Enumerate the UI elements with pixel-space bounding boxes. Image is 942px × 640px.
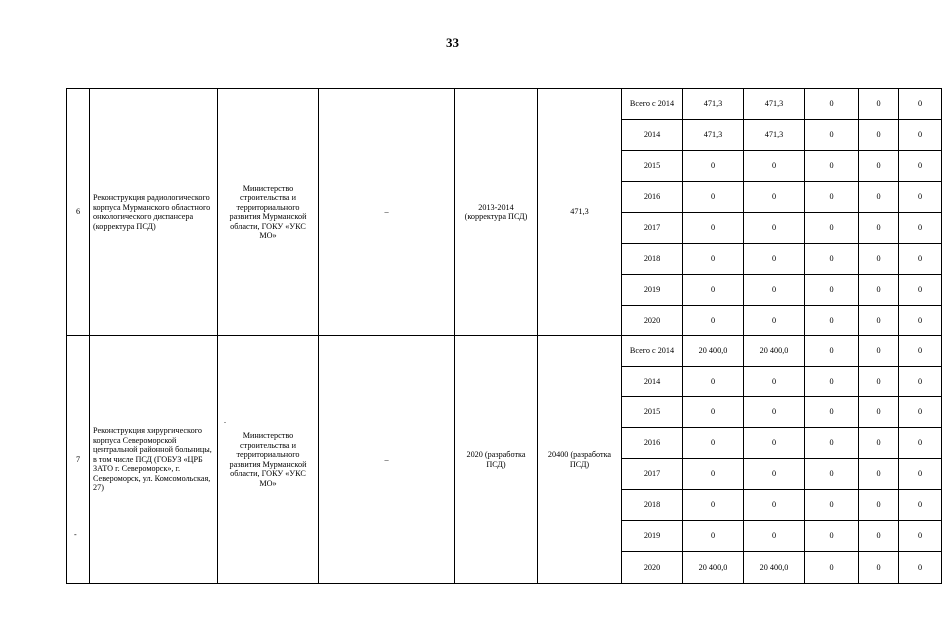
- value-cell: 0: [744, 459, 805, 490]
- value-cell: 0: [805, 336, 859, 367]
- value-cell: 0: [805, 552, 859, 584]
- value-cell: 471,3: [744, 89, 805, 120]
- value-cell: 0: [859, 428, 899, 459]
- year-cell: Всего с 2014: [622, 336, 683, 367]
- value-cell: 0: [859, 521, 899, 552]
- value-cell: 0: [899, 521, 942, 552]
- stray-mark: .: [224, 416, 226, 425]
- value-cell: 0: [805, 490, 859, 521]
- value-cell: 0: [899, 89, 942, 120]
- stray-mark: -: [74, 530, 77, 539]
- value-cell: 0: [899, 490, 942, 521]
- value-cell: 0: [859, 182, 899, 213]
- value-cell: 0: [744, 306, 805, 336]
- year-cell: 2020: [622, 552, 683, 584]
- value-cell: 0: [683, 397, 744, 428]
- value-cell: 0: [683, 521, 744, 552]
- value-cell: 20 400,0: [744, 336, 805, 367]
- value-cell: 0: [683, 213, 744, 244]
- year-cell: 2014: [622, 120, 683, 151]
- year-cell: 2016: [622, 428, 683, 459]
- year-cell: 2014: [622, 367, 683, 397]
- value-cell: 0: [744, 182, 805, 213]
- value-cell: 0: [899, 552, 942, 584]
- year-cell: 2018: [622, 244, 683, 275]
- value-cell: 0: [899, 182, 942, 213]
- value-cell: 0: [683, 490, 744, 521]
- value-cell: 0: [899, 459, 942, 490]
- value-cell: 0: [859, 336, 899, 367]
- year-cell: 2015: [622, 397, 683, 428]
- year-cell: 2018: [622, 490, 683, 521]
- value-cell: 0: [683, 182, 744, 213]
- value-cell: 20 400,0: [683, 552, 744, 584]
- value-cell: 0: [899, 428, 942, 459]
- customer-name: Министерство строительства и территориального развития Мурманской области, ГОКУ «УКС МО»: [218, 336, 319, 584]
- value-cell: 0: [805, 213, 859, 244]
- value-cell: 0: [859, 275, 899, 306]
- value-cell: 0: [859, 459, 899, 490]
- row-number: 6: [67, 89, 90, 336]
- value-cell: 0: [744, 521, 805, 552]
- table-row: [67, 336, 942, 367]
- cost-cell: 471,3: [538, 89, 622, 336]
- object-name: Реконструкция радиологического корпуса Мурманского областного онкологического диспансера (корректура ПСД): [90, 89, 218, 336]
- value-cell: 0: [805, 275, 859, 306]
- value-cell: 0: [805, 521, 859, 552]
- value-cell: 0: [899, 151, 942, 182]
- capacity-cell: –: [319, 89, 455, 336]
- object-name: Реконструкция хирургического корпуса Североморской центральной районной больницы, в том числе ПСД (ГОБУЗ «ЦРБ ЗАТО г. Североморск», г. Североморск, ул. Комсомольская, 27): [90, 336, 218, 584]
- value-cell: 0: [859, 306, 899, 336]
- investment-table: [66, 88, 942, 584]
- value-cell: 0: [899, 244, 942, 275]
- value-cell: 0: [744, 428, 805, 459]
- value-cell: 0: [683, 244, 744, 275]
- period-cell: 2013-2014 (корректура ПСД): [455, 89, 538, 336]
- value-cell: 0: [805, 428, 859, 459]
- value-cell: 0: [899, 336, 942, 367]
- value-cell: 0: [744, 490, 805, 521]
- value-cell: 0: [744, 397, 805, 428]
- year-cell: 2020: [622, 306, 683, 336]
- value-cell: 0: [805, 120, 859, 151]
- value-cell: 20 400,0: [744, 552, 805, 584]
- value-cell: 0: [899, 367, 942, 397]
- value-cell: 0: [744, 151, 805, 182]
- value-cell: 0: [683, 428, 744, 459]
- value-cell: 0: [683, 459, 744, 490]
- row-number: 7: [67, 336, 90, 584]
- value-cell: 0: [744, 244, 805, 275]
- value-cell: 471,3: [683, 89, 744, 120]
- value-cell: 0: [859, 89, 899, 120]
- value-cell: 0: [859, 552, 899, 584]
- value-cell: 0: [899, 275, 942, 306]
- value-cell: 0: [859, 490, 899, 521]
- capacity-cell: –: [319, 336, 455, 584]
- value-cell: 20 400,0: [683, 336, 744, 367]
- table-row: [67, 89, 942, 120]
- value-cell: 0: [805, 306, 859, 336]
- value-cell: 0: [899, 213, 942, 244]
- year-cell: 2019: [622, 275, 683, 306]
- value-cell: 0: [805, 244, 859, 275]
- value-cell: 471,3: [683, 120, 744, 151]
- value-cell: 0: [805, 459, 859, 490]
- value-cell: 0: [805, 367, 859, 397]
- value-cell: 0: [805, 151, 859, 182]
- value-cell: 0: [859, 120, 899, 151]
- page-number: 33: [446, 35, 459, 50]
- value-cell: 0: [744, 213, 805, 244]
- year-cell: 2015: [622, 151, 683, 182]
- value-cell: 0: [899, 397, 942, 428]
- cost-cell: 20400 (разработка ПСД): [538, 336, 622, 584]
- year-cell: Всего с 2014: [622, 89, 683, 120]
- customer-name: Министерство строительства и территориального развития Мурманской области, ГОКУ «УКС МО»: [218, 89, 319, 336]
- value-cell: 0: [683, 275, 744, 306]
- year-cell: 2017: [622, 459, 683, 490]
- value-cell: 0: [805, 182, 859, 213]
- value-cell: 0: [859, 397, 899, 428]
- year-cell: 2016: [622, 182, 683, 213]
- value-cell: 0: [683, 151, 744, 182]
- value-cell: 0: [744, 275, 805, 306]
- value-cell: 0: [805, 397, 859, 428]
- value-cell: 0: [683, 306, 744, 336]
- value-cell: 0: [899, 306, 942, 336]
- value-cell: 0: [859, 213, 899, 244]
- value-cell: 0: [744, 367, 805, 397]
- value-cell: 0: [805, 89, 859, 120]
- value-cell: 0: [859, 244, 899, 275]
- year-cell: 2019: [622, 521, 683, 552]
- period-cell: 2020 (разработка ПСД): [455, 336, 538, 584]
- year-cell: 2017: [622, 213, 683, 244]
- value-cell: 0: [859, 367, 899, 397]
- value-cell: 0: [859, 151, 899, 182]
- value-cell: 471,3: [744, 120, 805, 151]
- value-cell: 0: [683, 367, 744, 397]
- value-cell: 0: [899, 120, 942, 151]
